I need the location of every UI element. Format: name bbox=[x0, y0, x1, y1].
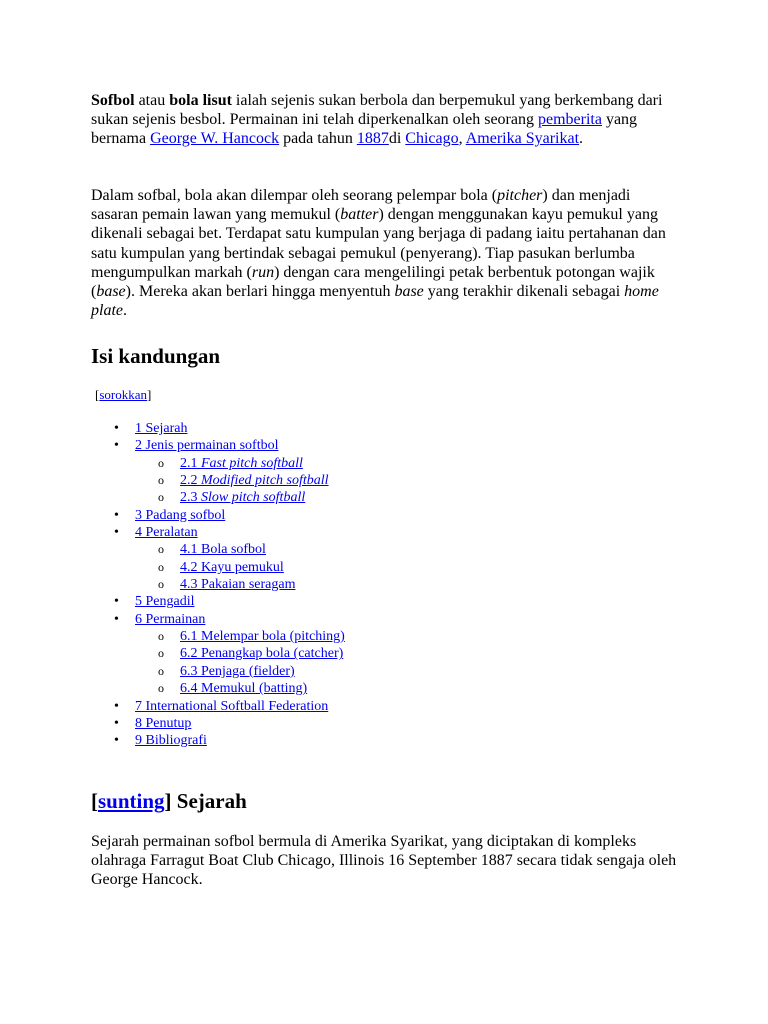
edit-bracket: ] bbox=[164, 789, 177, 813]
toc-num: 6.4 bbox=[180, 681, 198, 697]
toc-bracket: [ bbox=[95, 387, 100, 402]
toc-link[interactable] bbox=[180, 541, 266, 558]
toc-link[interactable] bbox=[180, 628, 345, 645]
toc-link[interactable] bbox=[135, 507, 225, 524]
toc-num: 6.1 bbox=[180, 629, 198, 645]
edit-bracket: [ bbox=[91, 789, 98, 813]
toc-num: 6.3 bbox=[180, 663, 198, 679]
toc-link[interactable] bbox=[135, 593, 195, 610]
link-pemberita[interactable]: pemberita bbox=[537, 111, 602, 129]
circle-bullet-icon: o bbox=[158, 455, 164, 470]
term-base: base bbox=[96, 283, 126, 301]
toc-link[interactable] bbox=[180, 455, 303, 472]
toc-link[interactable] bbox=[135, 437, 278, 454]
toc-link[interactable] bbox=[180, 489, 305, 506]
circle-bullet-icon: o bbox=[158, 663, 164, 678]
para-text: Dalam sofbal, bola akan dilempar oleh seorang pelempar bola ( bbox=[91, 187, 498, 204]
toc-num: 4 bbox=[135, 525, 142, 541]
para-text: ) dengan cara mengelilingi petak berbentuk potongan wajik ( bbox=[91, 263, 655, 301]
toc-text: Sejarah bbox=[145, 421, 188, 436]
term-sofbol: Sofbol bbox=[91, 92, 135, 109]
description-paragraph bbox=[91, 186, 671, 320]
toc-text: Bola sofbol bbox=[201, 542, 266, 558]
toc-hide-link[interactable]: sorokkan bbox=[99, 387, 148, 402]
toc-text: Peralatan bbox=[145, 525, 198, 541]
toc-link[interactable] bbox=[180, 680, 307, 697]
toc-link[interactable] bbox=[180, 559, 284, 576]
toc-num: 6.2 bbox=[180, 646, 198, 662]
toc-text: Bibliografi bbox=[145, 733, 207, 749]
circle-bullet-icon: o bbox=[158, 681, 164, 696]
toc-link[interactable] bbox=[135, 420, 187, 437]
bullet-icon: • bbox=[114, 507, 119, 523]
bullet-icon: • bbox=[114, 421, 119, 436]
intro-text: atau bbox=[134, 92, 170, 109]
toc-text: Fast pitch softball bbox=[201, 455, 303, 471]
toc-text: Padang sofbol bbox=[145, 507, 226, 523]
toc-num: 4.2 bbox=[180, 559, 198, 575]
toc-link[interactable] bbox=[180, 663, 295, 680]
section-title: Sejarah bbox=[176, 789, 247, 813]
para-text: yang terakhir dikenali sebagai bbox=[423, 283, 625, 301]
link-1887[interactable]: 1887 bbox=[356, 130, 389, 148]
link-amerika-syarikat[interactable]: Amerika Syarikat bbox=[465, 130, 580, 148]
toc-num: 3 bbox=[135, 507, 142, 523]
intro-text: pada tahun bbox=[279, 130, 357, 148]
bullet-icon: • bbox=[114, 594, 119, 610]
toc-toggle bbox=[95, 386, 151, 403]
intro-text: yang bernama bbox=[91, 111, 638, 148]
toc-link[interactable] bbox=[135, 732, 207, 749]
bullet-icon: • bbox=[114, 611, 119, 627]
toc-link[interactable] bbox=[180, 576, 295, 593]
term-run: run bbox=[251, 263, 275, 281]
bullet-icon: • bbox=[114, 715, 119, 731]
para-text: ) dan menjadi sasaran pemain lawan yang memukul ( bbox=[91, 187, 631, 224]
term-pitcher: pitcher bbox=[497, 187, 543, 204]
toc-num: 7 bbox=[135, 698, 142, 714]
toc-text: Penangkap bola (catcher) bbox=[201, 646, 344, 662]
bullet-icon: • bbox=[114, 698, 119, 714]
toc-text: Permainan bbox=[145, 611, 206, 627]
term-home-plate: home plate bbox=[91, 283, 659, 320]
intro-text: ialah sejenis sukan berbola dan berpemukul yang berkembang dari sukan sejenis besbol. Permainan ini telah diperkenalkan oleh seorang bbox=[91, 92, 663, 129]
edit-link[interactable]: sunting bbox=[98, 789, 165, 813]
circle-bullet-icon: o bbox=[158, 629, 164, 644]
toc-text: International Softball Federation bbox=[145, 698, 329, 714]
intro-paragraph bbox=[91, 91, 681, 149]
toc-num: 4.3 bbox=[180, 577, 198, 593]
toc-text: Melempar bola (pitching) bbox=[201, 629, 345, 645]
toc-bracket: ] bbox=[147, 387, 152, 402]
toc-text: Kayu pemukul bbox=[201, 559, 284, 575]
toc-text: Penutup bbox=[145, 715, 192, 731]
term-base: base bbox=[394, 283, 424, 301]
circle-bullet-icon: o bbox=[158, 559, 164, 574]
bullet-icon: • bbox=[114, 733, 119, 749]
toc-text: Memukul (batting) bbox=[201, 681, 308, 697]
bullet-icon: • bbox=[114, 525, 119, 541]
toc-link[interactable] bbox=[180, 645, 343, 662]
para-text: ). Mereka akan berlari hingga menyentuh bbox=[125, 283, 395, 301]
toc-link[interactable] bbox=[135, 524, 198, 541]
toc-title: Isi kandungan bbox=[91, 344, 221, 368]
section-heading-sejarah bbox=[91, 788, 247, 814]
toc-text: Slow pitch softball bbox=[201, 490, 306, 506]
toc-num: 2.1 bbox=[180, 455, 198, 471]
toc-num: 4.1 bbox=[180, 542, 198, 558]
toc-link[interactable] bbox=[135, 698, 328, 715]
toc-text: Penjaga (fielder) bbox=[201, 663, 295, 679]
para-text: . bbox=[123, 302, 127, 320]
toc-link[interactable] bbox=[180, 472, 329, 489]
toc-text: Modified pitch softball bbox=[201, 473, 329, 489]
circle-bullet-icon: o bbox=[158, 646, 164, 661]
term-batter: batter bbox=[340, 206, 379, 224]
toc-num: 8 bbox=[135, 715, 142, 731]
intro-text: , bbox=[458, 130, 466, 148]
toc-num: 6 bbox=[135, 611, 142, 627]
toc-text: Pakaian seragam bbox=[201, 577, 296, 593]
toc-num: 5 bbox=[135, 594, 142, 610]
toc-num: 1 bbox=[135, 421, 142, 436]
toc-num: 9 bbox=[135, 733, 142, 749]
term-bola-lisut: bola lisut bbox=[169, 92, 232, 109]
toc-num: 2 bbox=[135, 438, 142, 454]
toc-text: Jenis permainan softbol bbox=[145, 438, 279, 454]
link-chicago[interactable]: Chicago bbox=[405, 130, 459, 148]
circle-bullet-icon: o bbox=[158, 473, 164, 488]
circle-bullet-icon: o bbox=[158, 542, 164, 557]
intro-text: di bbox=[388, 130, 406, 148]
toc-num: 2.3 bbox=[180, 490, 198, 506]
bullet-icon: • bbox=[114, 438, 119, 454]
circle-bullet-icon: o bbox=[158, 577, 164, 592]
circle-bullet-icon: o bbox=[158, 490, 164, 505]
toc-link[interactable] bbox=[135, 715, 191, 732]
toc-link[interactable] bbox=[135, 611, 205, 628]
toc-num: 2.2 bbox=[180, 473, 198, 489]
history-paragraph: Sejarah permainan sofbol bermula di Amerika Syarikat, yang diciptakan di kompleks olahraga Farragut Boat Club Chicago, Illinois 16 September 1887 secara tidak sengaja oleh George Hancock. bbox=[91, 833, 677, 889]
para-text: ) dengan menggunakan kayu pemukul yang dikenali sebagai bet. Terdapat satu kumpulan yang berjaga di padang iaitu pertahanan dan satu kumpulan yang bertindak sebagai pemukul (penyerang). Tiap pasukan berlumba mengumpulkan markah ( bbox=[91, 206, 666, 281]
intro-text: . bbox=[579, 130, 584, 148]
link-george-hancock[interactable]: George W. Hancock bbox=[150, 130, 280, 148]
toc-text: Pengadil bbox=[145, 594, 195, 610]
